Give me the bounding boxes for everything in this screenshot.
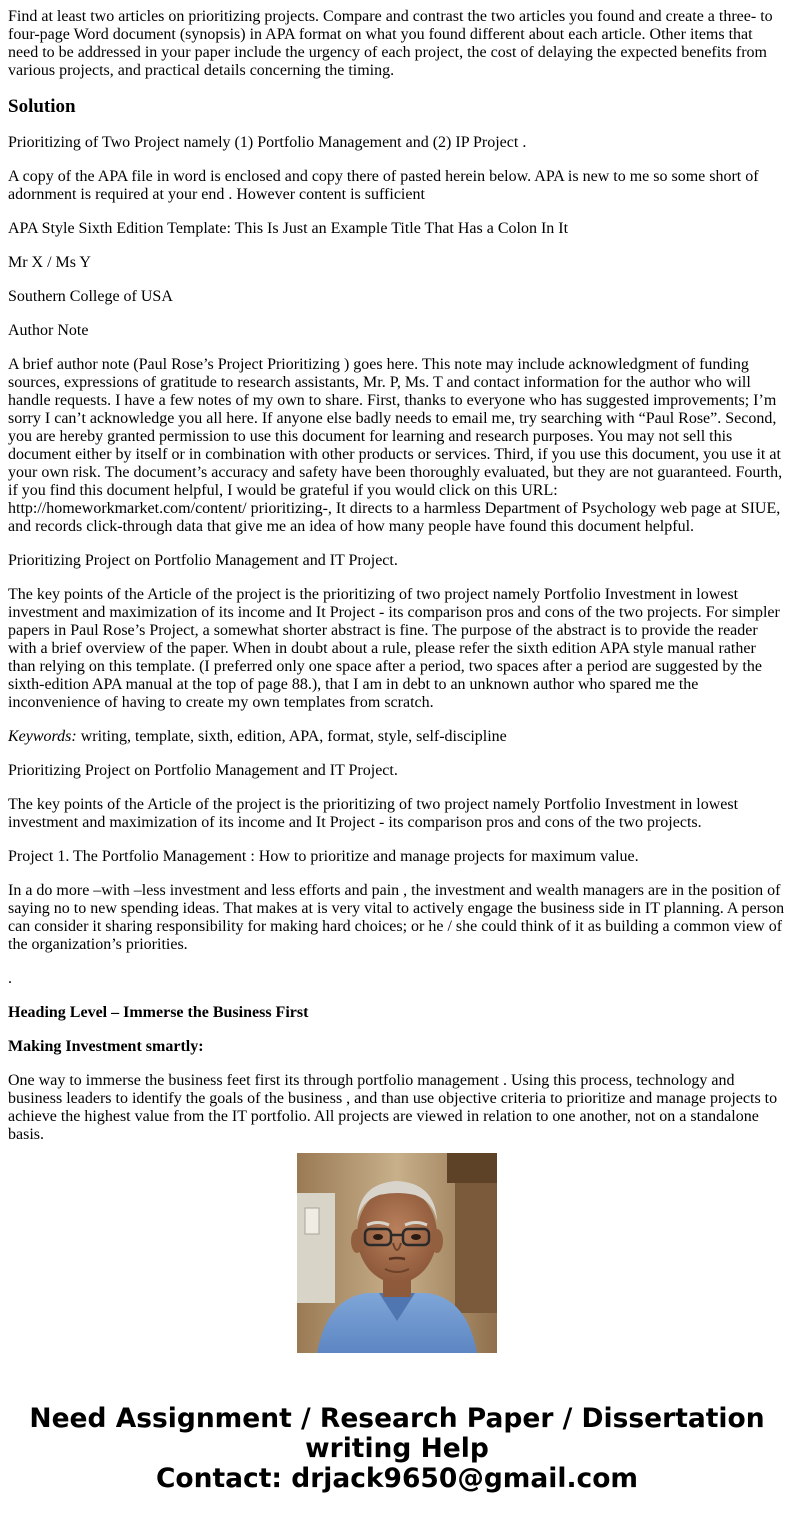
contact-email: Contact: drjack9650@gmail.com [155, 1463, 639, 1494]
author-photo [297, 1153, 497, 1353]
contact-banner [0, 1404, 794, 1494]
author-note-label: Author Note [8, 322, 89, 339]
keywords-text: writing, template, sixth, edition, APA, format, style, self-discipline [76, 728, 507, 745]
heading-level: Heading Level – Immerse the Business First [8, 1004, 309, 1021]
keywords-line [8, 728, 786, 746]
document-body [8, 8, 786, 1143]
paragraph: Prioritizing of Two Project namely (1) Portfolio Management and (2) IP Project . [8, 134, 527, 151]
author-note-text: A brief author note (Paul Rose’s Project Prioritizing ) goes here. This note may include acknowledgment of funding sources, expressions of gratitude to research assistants, Mr. P, Ms. T and contact information for the author who will handle requests. I have a few notes of my own to share. First, thanks to everyone who has suggested improvements; I’m sorry I can’t acknowledge you all here. If anyone else badly needs to email me, try searching with “Paul Rose”. Second, you are hereby granted permission to use this document for learning and research purposes. You may not sell this document either by itself or in combination with other products or services. Third, if you use this document, you use it at your own risk. The document’s accuracy and safety have been thoroughly evaluated, but they are not guaranteed. Fourth, if you find this document helpful, I would be grateful if you would click on this URL: http://homeworkmarket.com/content/ prioritizing-, It directs to a harmless Department of Psychology web page at SIUE, and records click-through data that give me an idea of how many people have found this document helpful. [8, 356, 783, 535]
section-title: Prioritizing Project on Portfolio Management and IT Project. [8, 762, 398, 779]
assignment-question: Find at least two articles on prioritizing projects. Compare and contrast the two articles you found and create a three- to four-page Word document (synopsis) in APA format on what you found different about each article. Other items that need to be addressed in your paper include the urgency of each project, the cost of delaying the expected benefits from various projects, and practical details concerning the timing. [8, 8, 773, 79]
apa-title: APA Style Sixth Edition Template: This Is Just an Example Title That Has a Colon In It [8, 220, 569, 237]
institution: Southern College of USA [8, 288, 173, 305]
paragraph: A copy of the APA file in word is enclosed and copy there of pasted herein below. APA is new to me so some short of adornment is required at your end . However content is sufficient [8, 168, 759, 203]
paragraph: The key points of the Article of the project is the prioritizing of two project namely Portfolio Investment in lowest investment and maximization of its income and It Project - its comparison pros and cons of the two projects. [8, 796, 739, 831]
author-name: Mr X / Ms Y [8, 254, 91, 271]
section-title: Prioritizing Project on Portfolio Management and IT Project. [8, 552, 398, 569]
paragraph: One way to immerse the business feet first its through portfolio management . Using this process, technology and business leaders to identify the goals of the business , and than use objective criteria to prioritize and manage projects to achieve the highest value from the IT portfolio. All projects are viewed in relation to one another, not on a standalone basis. [8, 1072, 778, 1143]
avatar [297, 1153, 497, 1353]
paragraph: In a do more –with –less investment and less efforts and pain , the investment and wealth managers are in the position of saying no to new spending ideas. That makes at is very vital to actively engage the business side in IT planning. A person can consider it sharing responsibility for making hard choices; or he / she could think of it as building a common view of the organization’s priorities. [8, 882, 785, 953]
subheading: Making Investment smartly: [8, 1038, 204, 1055]
keywords-label: Keywords: [8, 728, 77, 745]
solution-heading: Solution [8, 96, 76, 117]
abstract-text: The key points of the Article of the project is the prioritizing of two project namely Portfolio Investment in lowest investment and maximization of its income and It Project - its comparison pros and cons of the two projects. For simpler papers in Paul Rose’s Project, a somewhat shorter abstract is fine. The purpose of the abstract is to provide the reader with a brief overview of the paper. When in doubt about a rule, please refer the sixth edition APA style manual rather than relying on this template. (I preferred only one space after a period, two spaces after a period are suggested by the sixth-edition APA manual at the top of page 88.), that I am in debt to an unknown author who spared me the inconvenience of having to create my own templates from scratch. [8, 586, 780, 711]
project-heading: Project 1. The Portfolio Management : How to prioritize and manage projects for maximum value. [8, 848, 639, 865]
help-tagline: Need Assignment / Research Paper / Dissertation writing Help [29, 1403, 765, 1464]
paragraph: . [8, 970, 12, 987]
